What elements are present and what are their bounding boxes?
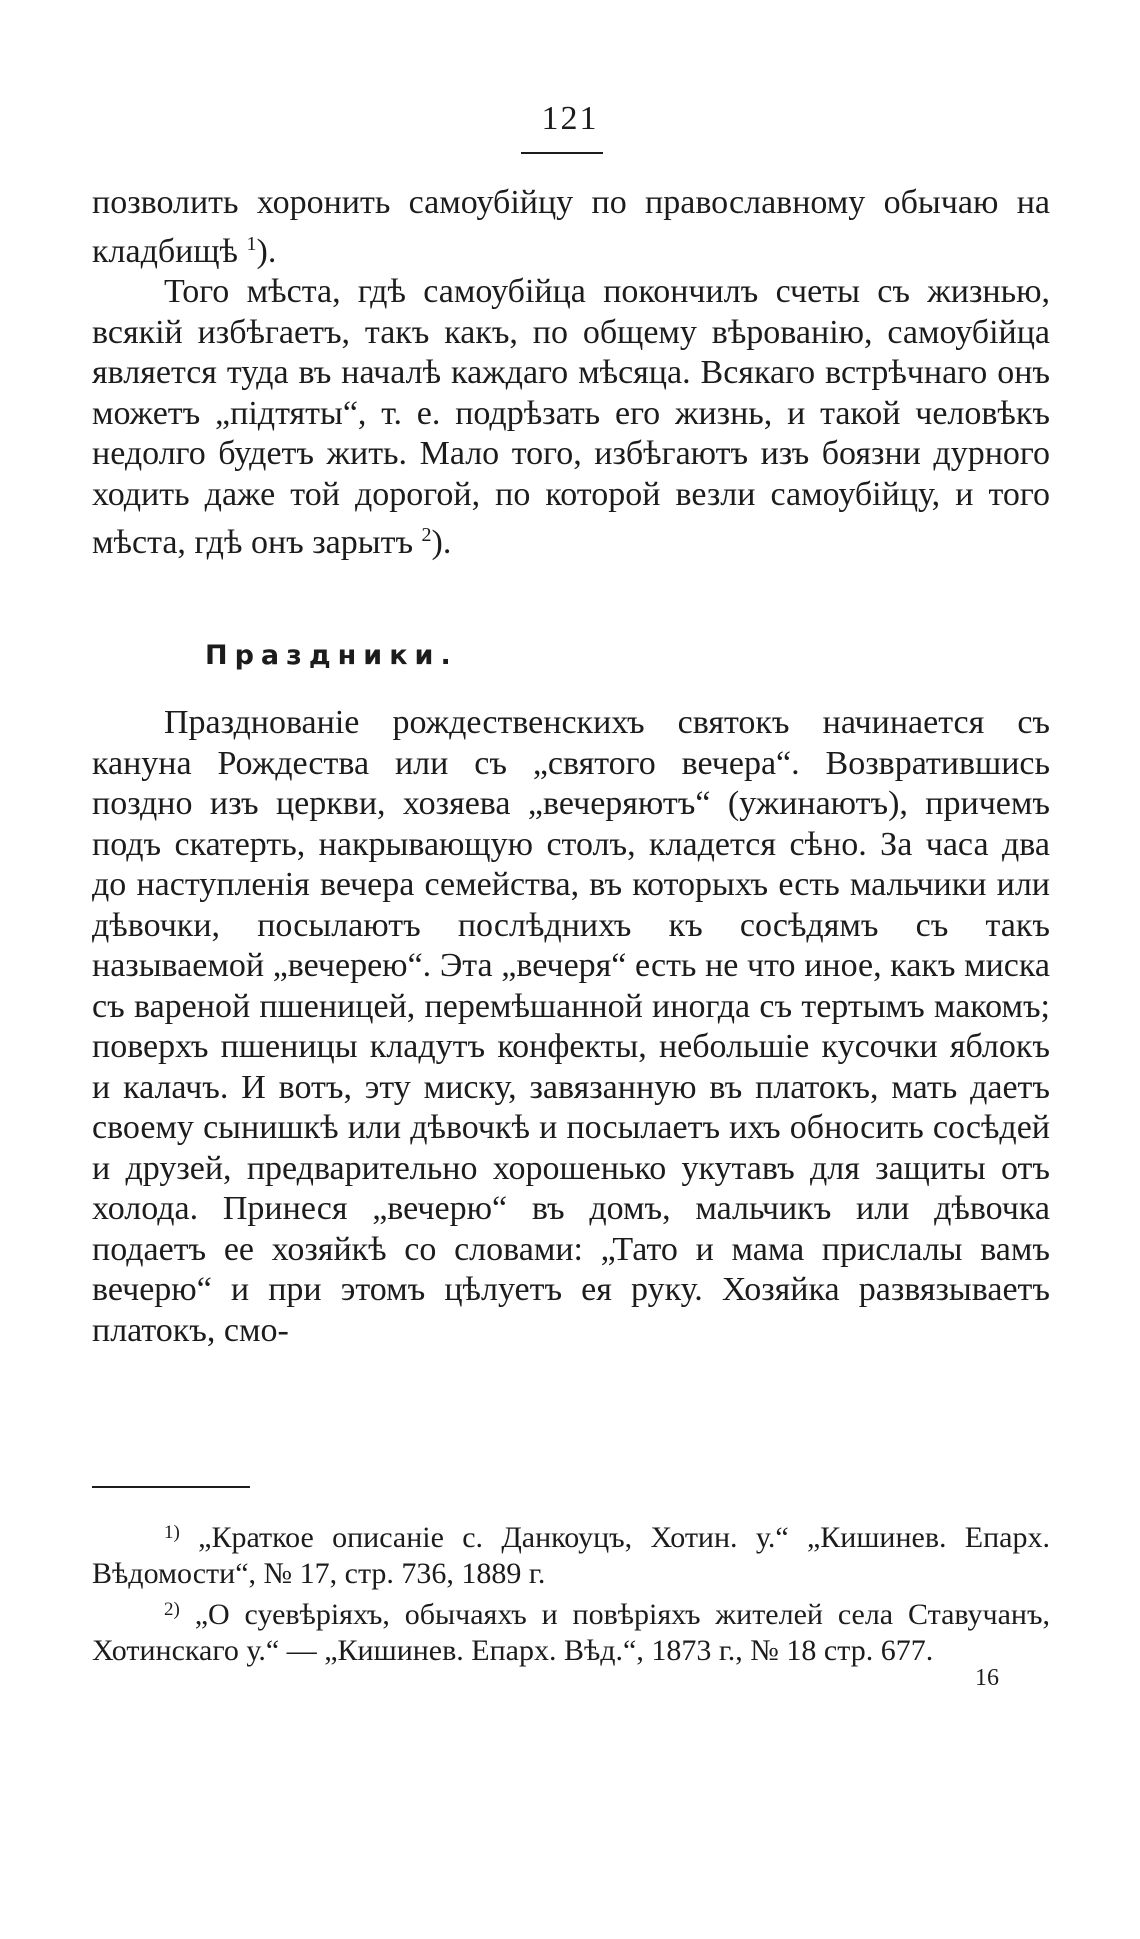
paragraph-place-avoidance-text: Того мѣста, гдѣ самоубійца покончилъ счеты съ жизнью, всякій избѣгаетъ, такъ какъ, по общему вѣрованію, самоубійца является туда въ началѣ каждаго мѣсяца. Всякаго встрѣчнаго онъ можетъ „підтяты“, т. е. подрѣзать его жизнь, и такой человѣкъ недолго будетъ жить. Мало того, избѣгаютъ изъ боязни дурного ходить даже той дорогой, по которой везли самоубійцу, и того мѣста, гдѣ онъ зарытъ [92, 273, 1050, 561]
footnote-1-text: „Краткое описаніе с. Данкоуцъ, Хотин. у.“ „Кишинев. Епарх. Вѣдомости“, № 17, стр. 736, 1889 г. [92, 1521, 1050, 1590]
paragraph-place-avoidance-end: ). [431, 524, 452, 561]
footnote-1 [92, 1515, 1050, 1592]
printer-signature-mark: 16 [975, 1665, 999, 1691]
page-number: 121 [541, 100, 599, 137]
text-block-suicide [92, 183, 1050, 564]
footnote-2 [92, 1592, 1050, 1669]
footnote-ref-1: 1 [246, 232, 257, 255]
paragraph-burial [92, 183, 1050, 272]
paragraph-burial-text: позволить хоронить самоубійцу по православному обычаю на кладбищѣ [92, 184, 1050, 270]
paragraph-place-avoidance [92, 272, 1050, 564]
text-block-holidays [92, 703, 1050, 1351]
footnote-separator [92, 1486, 250, 1488]
footnote-2-mark: 2) [164, 1599, 180, 1620]
section-heading-holidays: Праздники. [205, 640, 458, 671]
footnote-1-mark: 1) [164, 1522, 180, 1543]
paragraph-christmas: Празднованіе рождественскихъ святокъ начинается съ кануна Рождества или съ „святого вечера“. Возвратившись поздно изъ церкви, хозяева „вечеряютъ“ (ужинаютъ), причемъ подъ скатерть, накрывающую столъ, кладется сѣно. За часа два до наступленія вечера семейства, въ которыхъ есть мальчики или дѣвочки, посылаютъ послѣднихъ къ сосѣдямъ съ такъ называемой „вечерею“. Эта „вечеря“ есть не что иное, какъ миска съ вареной пшеницей, перемѣшанной иногда съ тертымъ макомъ; поверхъ пшеницы кладутъ конфекты, небольшіе кусочки яблокъ и калачъ. И вотъ, эту миску, завязанную въ платокъ, мать даетъ своему сынишкѣ или дѣвочкѣ и посылаетъ ихъ обносить сосѣдей и друзей, предварительно хорошенько укутавъ для защиты отъ холода. Принеся „вечерю“ въ домъ, мальчикъ или дѣвочка подаетъ ее хозяйкѣ со словами: „Тато и мама прислалы вамъ вечерю“ и при этомъ цѣлуетъ ея руку. Хозяйка развязываетъ платокъ, смо- [92, 704, 1050, 1349]
footnote-ref-2: 2 [421, 524, 432, 546]
footnotes [92, 1515, 1050, 1669]
page-number-underline [521, 152, 603, 154]
paragraph-burial-end: ). [256, 232, 277, 270]
footnote-2-text: „О суевѣріяхъ, обычаяхъ и повѣріяхъ жителей села Ставучанъ, Хотинскаго у.“ — „Кишинев. Епарх. Вѣд.“, 1873 г., № 18 стр. 677. [92, 1598, 1051, 1667]
